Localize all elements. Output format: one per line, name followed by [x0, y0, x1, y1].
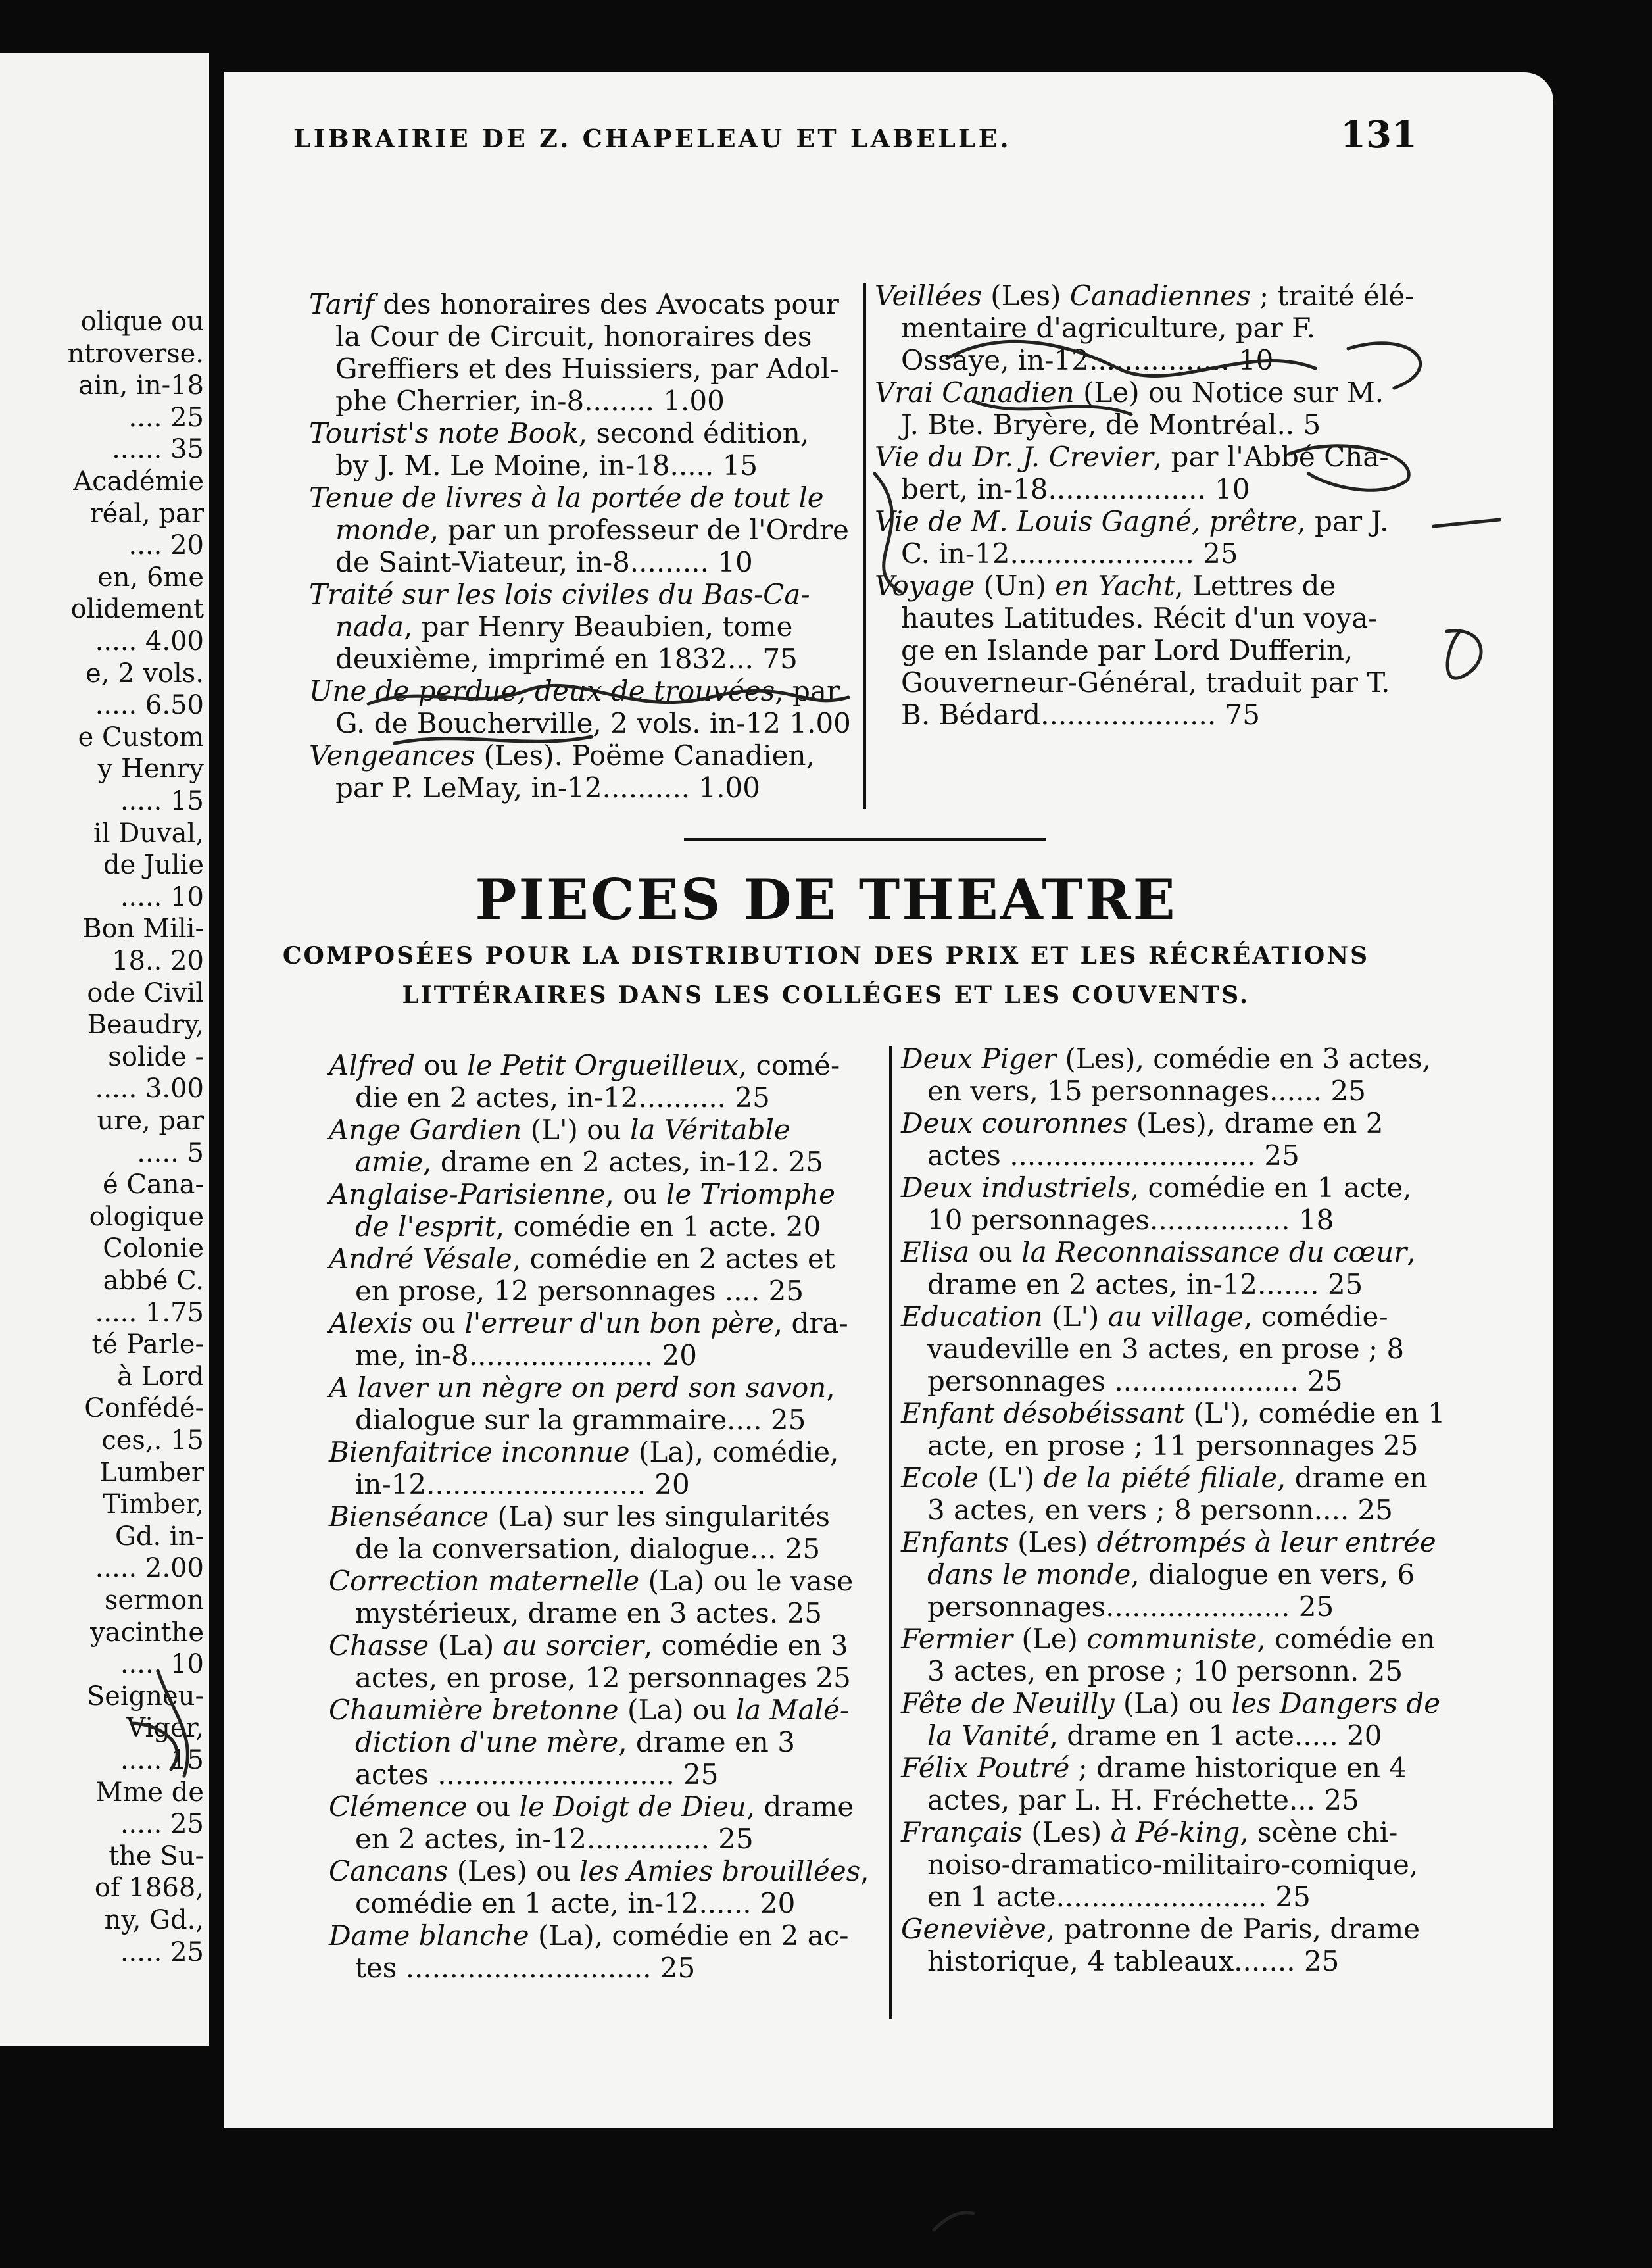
left-page-line: olidement	[70, 594, 204, 625]
left-page-line: the Su-	[109, 1840, 204, 1871]
entry-line: Ange Gardien (L') ou la Véritable	[329, 1114, 790, 1146]
left-page-line: Viger,	[126, 1713, 204, 1744]
left-page-line: olique ou	[80, 307, 204, 337]
entry-line: Enfant désobéissant (L'), comédie en 1	[901, 1397, 1446, 1429]
entry-line: vaudeville en 3 actes, en prose ; 8	[927, 1333, 1405, 1365]
left-page-line: ..... 5	[137, 1137, 204, 1168]
entry-line: 10 personnages................ 18	[927, 1204, 1334, 1236]
left-page-line: ..... 10	[120, 1649, 204, 1680]
left-page-line: ain, in-18	[78, 370, 204, 401]
left-page-line: ologique	[89, 1201, 204, 1232]
entry-line: Bienséance (La) sur les singularités	[329, 1500, 830, 1533]
entry-line: Voyage (Un) en Yacht, Lettres de	[875, 570, 1336, 602]
entry-line: Tarif des honoraires des Avocats pour	[309, 288, 839, 320]
entry-line: by J. M. Le Moine, in-18..... 15	[335, 449, 758, 481]
left-page-line: Confédé-	[84, 1393, 204, 1424]
left-page-line: abbé C.	[103, 1266, 204, 1296]
entry-line: André Vésale, comédie en 2 actes et	[329, 1243, 835, 1275]
left-page-line: ces,. 15	[101, 1425, 204, 1456]
entry-line: personnages ..................... 25	[927, 1365, 1343, 1397]
entry-line: Une de perdue, deux de trouvées, par	[309, 675, 840, 707]
entry-line: Geneviève, patronne de Paris, drame	[901, 1913, 1421, 1945]
left-page-line: ode Civil	[87, 977, 204, 1008]
left-page-line: Mme de	[95, 1777, 204, 1808]
left-page-line: sermon	[104, 1585, 204, 1615]
left-page-line: ..... 6.50	[95, 690, 204, 721]
entry-line: en prose, 12 personnages .... 25	[355, 1275, 804, 1307]
left-page-line: ..... 25	[120, 1936, 204, 1967]
entry-line: en 1 acte........................ 25	[927, 1881, 1311, 1913]
page-number: 131	[1340, 113, 1417, 157]
entry-line: Tourist's note Book, second édition,	[309, 417, 810, 449]
left-page-line: Bon Mili-	[82, 914, 204, 945]
entry-line: Cancans (Les) ou les Amies brouillées,	[329, 1855, 869, 1887]
entry-line: Clémence ou le Doigt de Dieu, drame	[329, 1790, 854, 1823]
left-page-line: .... 20	[128, 530, 204, 561]
section-subtitle-line-1: COMPOSÉES POUR LA DISTRIBUTION DES PRIX ET LES RÉCRÉATIONS	[282, 942, 1370, 970]
entry-line: historique, 4 tableaux....... 25	[927, 1945, 1340, 1977]
entry-line: Education (L') au village, comédie-	[901, 1300, 1388, 1333]
left-page-line: yacinthe	[90, 1617, 204, 1648]
left-page-line: Gd. in-	[114, 1521, 204, 1552]
entry-line: Ossaye, in-12................ 10	[901, 344, 1274, 376]
running-header: LIBRAIRIE DE Z. CHAPELEAU ET LABELLE.	[293, 124, 1011, 153]
entry-line: Deux industriels, comédie en 1 acte,	[901, 1171, 1412, 1204]
entry-line: Anglaise-Parisienne, ou le Triomphe	[329, 1178, 835, 1210]
entry-line: Traité sur les lois civiles du Bas-Ca-	[309, 578, 810, 610]
left-page-line: en, 6me	[97, 562, 204, 593]
left-page-line: Lumber	[99, 1457, 204, 1488]
left-page-line: e, 2 vols.	[85, 658, 204, 689]
entry-line: noiso-dramatico-militairo-comique,	[927, 1848, 1419, 1881]
section-title: PIECES DE THEATRE	[475, 867, 1177, 932]
left-page-line: ...... 35	[112, 434, 204, 465]
entry-line: Félix Poutré ; drame historique en 4	[901, 1752, 1407, 1784]
entry-line: Deux couronnes (Les), drame en 2	[901, 1107, 1384, 1139]
entry-line: deuxième, imprimé en 1832... 75	[335, 643, 798, 675]
entry-line: Vie de M. Louis Gagné, prêtre, par J.	[875, 505, 1389, 537]
entry-line: dialogue sur la grammaire.... 25	[355, 1404, 806, 1436]
left-page-line: Académie	[73, 466, 204, 497]
entry-line: Bienfaitrice inconnue (La), comédie,	[329, 1436, 839, 1468]
left-page-line: réal, par	[89, 498, 204, 529]
left-page-line: e Custom	[78, 722, 204, 752]
entry-line: acte, en prose ; 11 personnages 25	[927, 1429, 1419, 1462]
left-page-line: de Julie	[103, 850, 204, 881]
left-page-line: ..... 10	[120, 881, 204, 912]
entry-line: Chasse (La) au sorcier, comédie en 3	[329, 1629, 848, 1662]
entry-line: personnages..................... 25	[927, 1590, 1334, 1623]
left-page-line: solide -	[108, 1041, 204, 1072]
entry-line: Elisa ou la Reconnaissance du cœur,	[901, 1236, 1416, 1268]
entry-line: en vers, 15 personnages...... 25	[927, 1075, 1366, 1107]
entry-line: Vrai Canadien (Le) ou Notice sur M.	[875, 376, 1384, 408]
entry-line: actes, par L. H. Fréchette... 25	[927, 1784, 1359, 1816]
entry-line: actes, en prose, 12 personnages 25	[355, 1662, 851, 1694]
left-page-line: té Parle-	[91, 1329, 204, 1360]
left-page-line: ..... 4.00	[95, 626, 204, 656]
left-page-line: ..... 3.00	[95, 1073, 204, 1104]
left-page-line: ny, Gd.,	[104, 1905, 204, 1935]
entry-line: Tenue de livres à la portée de tout le	[309, 481, 824, 514]
entry-line: Français (Les) à Pé-king, scène chi-	[901, 1816, 1398, 1848]
left-page-line: ..... 25	[120, 1809, 204, 1840]
entry-line: 3 actes, en vers ; 8 personn.... 25	[927, 1494, 1393, 1526]
entry-line: actes ........................... 25	[355, 1758, 719, 1790]
entry-line: Chaumière bretonne (La) ou la Malé-	[329, 1694, 850, 1726]
entry-line: B. Bédard.................... 75	[901, 699, 1260, 731]
entry-line: 3 actes, en prose ; 10 personn. 25	[927, 1655, 1403, 1687]
left-page-line: ure, par	[97, 1106, 204, 1136]
entry-line: die en 2 actes, in-12.......... 25	[355, 1081, 770, 1114]
entry-line: G. de Boucherville, 2 vols. in-12 1.00	[335, 707, 851, 739]
entry-line: en 2 actes, in-12.............. 25	[355, 1823, 754, 1855]
entry-line: phe Cherrier, in-8........ 1.00	[335, 385, 725, 417]
entry-line: Deux Piger (Les), comédie en 3 actes,	[901, 1043, 1431, 1075]
entry-line: amie, drame en 2 actes, in-12. 25	[355, 1146, 824, 1178]
entry-line: mystérieux, drame en 3 actes. 25	[355, 1597, 823, 1629]
entry-line: dans le monde, dialogue en vers, 6	[927, 1558, 1415, 1590]
entry-line: A laver un nègre on perd son savon,	[329, 1371, 835, 1404]
section-subtitle-line-2: LITTÉRAIRES DANS LES COLLÉGES ET LES COUVENTS.	[402, 981, 1250, 1009]
left-page-line: Beaudry,	[87, 1010, 204, 1041]
entry-line: la Vanité, drame en 1 acte..... 20	[927, 1719, 1382, 1752]
entry-line: J. Bte. Bryère, de Montréal.. 5	[901, 408, 1321, 441]
entry-line: tes ............................ 25	[355, 1952, 696, 1984]
entry-line: diction d'une mère, drame en 3	[355, 1726, 795, 1758]
entry-line: Dame blanche (La), comédie en 2 ac-	[329, 1919, 849, 1952]
entry-line: Alfred ou le Petit Orgueilleux, comé-	[329, 1049, 840, 1081]
left-page-line: 18.. 20	[112, 946, 204, 976]
left-page-line: ..... 15	[120, 786, 204, 816]
entry-line: comédie en 1 acte, in-12...... 20	[355, 1887, 796, 1919]
entry-line: Fermier (Le) communiste, comédie en	[901, 1623, 1436, 1655]
entry-line: monde, par un professeur de l'Ordre	[335, 514, 849, 546]
left-page-line: é Cana-	[103, 1170, 204, 1200]
left-page-line: Timber,	[102, 1489, 204, 1520]
entry-line: me, in-8..................... 20	[355, 1339, 697, 1371]
entry-line: Greffiers et des Huissiers, par Adol-	[335, 353, 839, 385]
entry-line: Ecole (L') de la piété filiale, drame en	[901, 1462, 1428, 1494]
entry-line: Fête de Neuilly (La) ou les Dangers de	[901, 1687, 1441, 1719]
entry-line: Veillées (Les) Canadiennes ; traité élé-	[875, 280, 1415, 312]
entry-line: la Cour de Circuit, honoraires des	[335, 320, 812, 353]
entry-line: Alexis ou l'erreur d'un bon père, dra-	[329, 1307, 848, 1339]
entry-line: ge en Islande par Lord Dufferin,	[901, 634, 1353, 666]
entry-line: Correction maternelle (La) ou le vase	[329, 1565, 854, 1597]
entry-line: de Saint-Viateur, in-8......... 10	[335, 546, 753, 578]
left-page-line: il Duval,	[93, 818, 204, 849]
entry-line: Gouverneur-Général, traduit par T.	[901, 666, 1390, 699]
left-page-line: à Lord	[117, 1361, 204, 1392]
entry-line: nada, par Henry Beaubien, tome	[335, 610, 793, 643]
left-page-line: ..... 1.75	[95, 1297, 204, 1328]
entry-line: drame en 2 actes, in-12....... 25	[927, 1268, 1363, 1300]
left-page-line: of 1868,	[94, 1873, 204, 1904]
entry-line: par P. LeMay, in-12.......... 1.00	[335, 772, 760, 804]
left-page-line: ntroverse.	[67, 338, 204, 369]
left-page-line: ..... 2.00	[95, 1553, 204, 1584]
entry-line: Enfants (Les) détrompés à leur entrée	[901, 1526, 1436, 1558]
entry-line: mentaire d'agriculture, par F.	[901, 312, 1316, 344]
entry-line: in-12......................... 20	[355, 1468, 690, 1500]
left-page-line: ..... 15	[120, 1745, 204, 1775]
entry-line: Vengeances (Les). Poëme Canadien,	[309, 739, 815, 772]
left-page-line: .... 25	[128, 402, 204, 433]
entry-line: de la conversation, dialogue... 25	[355, 1533, 821, 1565]
left-page-line: Colonie	[103, 1233, 204, 1264]
left-page-line: Seigneu-	[86, 1681, 204, 1712]
entry-line: bert, in-18.................. 10	[901, 473, 1250, 505]
entry-line: hautes Latitudes. Récit d'un voya-	[901, 602, 1378, 634]
left-page-line: y Henry	[97, 754, 204, 785]
entry-line: C. in-12..................... 25	[901, 537, 1238, 570]
entry-line: actes ............................ 25	[927, 1139, 1300, 1171]
entry-line: de l'esprit, comédie en 1 acte. 20	[355, 1210, 821, 1243]
entry-line: Vie du Dr. J. Crevier, par l'Abbé Cha-	[875, 441, 1389, 473]
